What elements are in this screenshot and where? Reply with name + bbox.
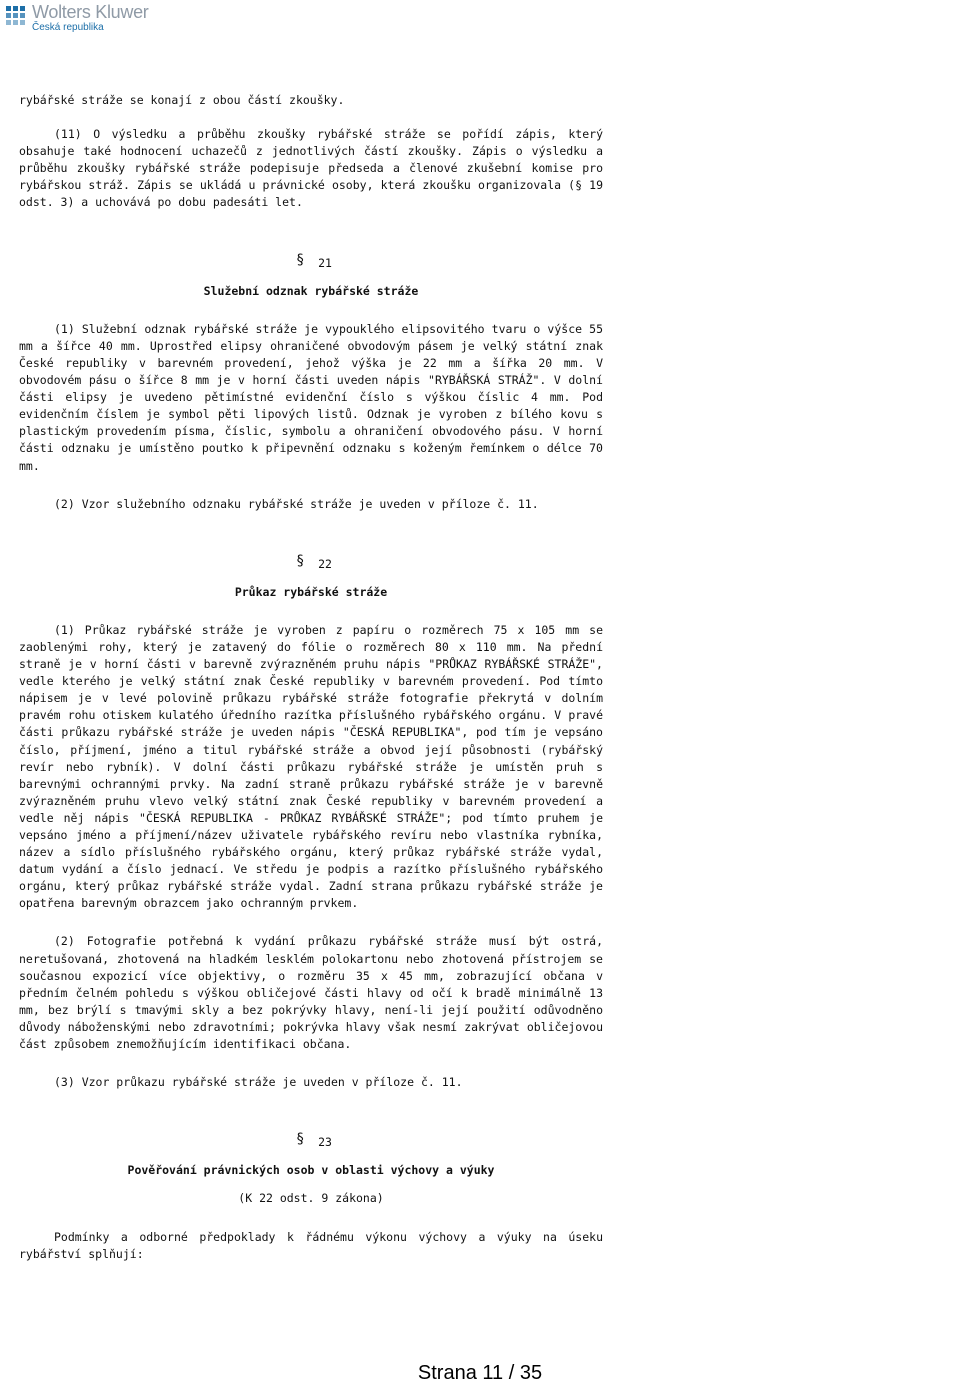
section-mark: § [296, 251, 305, 268]
section-21-paragraph-2: (2) Vzor služebního odznaku rybářské stráže je uveden v příloze č. 11. [54, 496, 539, 511]
section-number: 23 [318, 1135, 332, 1150]
section-22-title: Průkaz rybářské stráže [234, 584, 388, 599]
page-number: Strana 11 / 35 [417, 1362, 543, 1384]
header-logo [4, 2, 149, 34]
section-22-paragraph-1: (1) Průkaz rybářské stráže je vyroben z papíru o rozměrech 75 x 105 mm se zaoblenými rohy, který je zatavený do fólie o rozměrech 80 x 110 mm. Na přední straně je v horní části v barevně zvýrazněném pruhu nápis "PRŮKAZ RYBÁŘSKÉ STRÁŽE", vedle kterého je velký státní znak České republiky v barevném provedení. Pod tímto nápisem je v levé polovině průkazu rybářské stráže fotografie překrytá v dolním pravém rohu otiskem kulatého úředního razítka příslušného rybářského orgánu. V pravé části průkazu rybářské stráže je uveden nápis "ČESKÁ REPUBLIKA", pod tím je vepsáno číslo, příjmení, jméno a titul rybářské stráže a obvod její působnosti (rybářský revír nebo rybník). V dolní části průkazu rybářské stráže je umístěn pruh s barevnými ochrannými prvky. Na zadní straně průkazu rybářské stráže je v barevně zvýrazněném pruhu vlevo velký státní znak České republiky v barevném provedení a vedle něj nápis "ČESKÁ REPUBLIKA - PRŮKAZ RYBÁŘSKÉ STRÁŽE"; pod tímto pruhem je vepsáno jméno a příjmení/název uživatele rybářského revíru nebo vlastníka rybníka, název a sídlo příslušného rybářského orgánu, který průkaz rybářské stráže vydal, datum vydání a číslo jednací. Ve středu je podpis a razítko příslušného rybářského orgánu, který průkaz rybářské stráže vydal. Zadní strana průkazu rybářské stráže je opatřena barevným obrazcem jako ochranným prvkem. [19, 622, 603, 911]
section-23-title: Pověřování právnických osob v oblasti výchovy a výuky [127, 1163, 495, 1178]
section-22-paragraph-3: (3) Vzor průkazu rybářské stráže je uveden v příloze č. 11. [54, 1075, 463, 1090]
section-mark: § [296, 1131, 305, 1148]
section-22-number [19, 552, 603, 573]
section-22-paragraph-2: (2) Fotografie potřebná k vydání průkazu rybářské stráže musí být ostrá, neretušovaná, zhotovená na hladkém lesklém polokartonu nebo zhotovená přístrojem se současnou expozicí více objektivy, o rozměru 35 x 45 mm, zobrazující občana v předním čelném pohledu s výškou obličejové části hlavy od očí k bradě minimálně 13 mm, bez brýlí s tmavými skly a bez pokrývky hlavy, není-li její použití odůvodněno důvody náboženskými nebo zdravotními; pokrývka hlavy však nesmí zakrývat obličejovou část způsobem znemožňujícím identifikaci občana. [19, 934, 603, 1052]
paragraph-11: (11) O výsledku a průběhu zkoušky rybářské stráže se pořídí zápis, který obsahuje také hodnocení uchazečů z jednotlivých částí zkoušky. Zápis o výsledku a průběhu zkoušky rybářské stráže podepisuje předseda a členové zkušební komise pro rybářskou stráž. Zápis se ukládá u právnické osoby, která zkoušku organizovala (§ 19 odst. 3) a uchovává po dobu padesáti let. [19, 127, 603, 210]
section-23-paragraph-1: Podmínky a odborné předpoklady k řádnému výkonu výchovy a výuky na úseku rybářství splňují: [19, 1229, 603, 1261]
section-21-number [19, 251, 603, 272]
wolters-kluwer-logo-icon [4, 4, 28, 32]
section-23-subtitle: (K 22 odst. 9 zákona) [238, 1191, 384, 1206]
section-mark: § [296, 552, 305, 569]
section-23-number [19, 1131, 603, 1151]
section-21-title: Služební odznak rybářské stráže [203, 283, 419, 298]
intro-continuation: rybářské stráže se konají z obou částí zkoušky. [19, 93, 345, 107]
section-number: 22 [318, 556, 332, 571]
logo-brand-text: Wolters Kluwer [32, 2, 149, 22]
section-number: 21 [318, 255, 332, 270]
logo-subbrand-text: Česká republika [32, 22, 104, 33]
document-body [19, 92, 603, 1263]
section-21-paragraph-1: (1) Služební odznak rybářské stráže je vypouklého elipsovitého tvaru o výšce 55 mm a šířce 40 mm. Uprostřed elipsy ohraničené obvodovým pásem je velký státní znak České republiky v barevném provedení, jehož výška je 22 mm a šířka 20 mm. V obvodovém pásu o šířce 8 mm je v horní části uveden nápis "RYBÁŘSKÁ STRÁŽ". V dolní části elipsy je uvedeno pětimístné evidenční číslo s výškou číslic 4 mm. Pod evidenčním číslem je symbol pěti lipových listů. Odznak je vyroben z bílého kovu s plastickým provedením písma, číslic, symbolu a ohraničení obvodového pásu. V horní části odznaku je umístěno poutko k připevnění odznaku s koženým řemínkem o délce 70 mm. [19, 321, 603, 473]
